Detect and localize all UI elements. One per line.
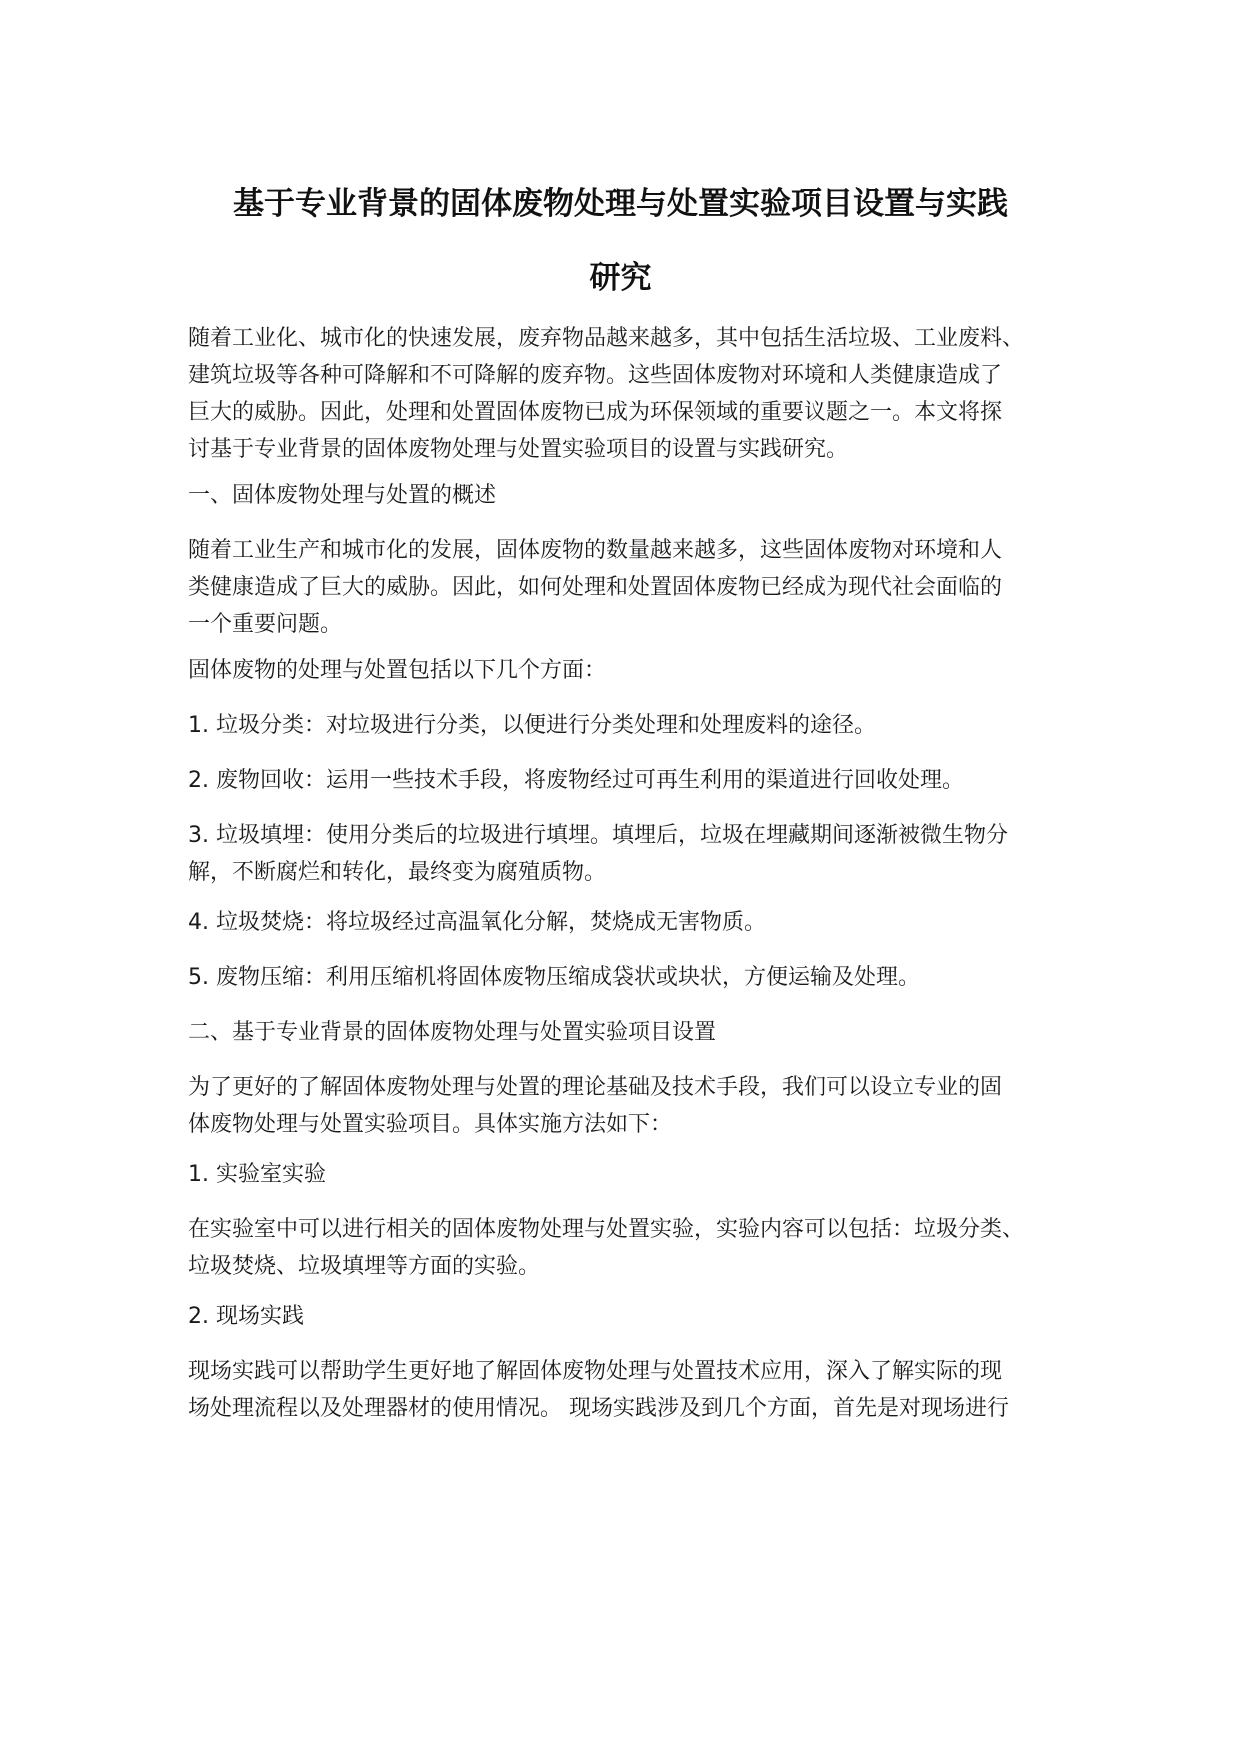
text-line: 1. 垃圾分类：对垃圾进行分类，以便进行分类处理和处理废料的途径。 bbox=[188, 713, 876, 738]
list-item bbox=[188, 817, 1068, 891]
text-line: 3. 垃圾填埋：使用分类后的垃圾进行填埋。填埋后，垃圾在埋藏期间逐渐被微生物分 bbox=[188, 823, 1008, 848]
text-line: 2. 现场实践 bbox=[188, 1304, 304, 1329]
field-practice-paragraph bbox=[188, 1353, 1068, 1427]
text-line: 现场实践可以帮助学生更好地了解固体废物处理与处置技术应用，深入了解实际的现 bbox=[188, 1359, 1003, 1384]
section-1-paragraph bbox=[188, 532, 1068, 643]
text-line: 在实验室中可以进行相关的固体废物处理与处置实验，实验内容可以包括：垃圾分类、 bbox=[188, 1217, 1025, 1242]
text-line: 垃圾焚烧、垃圾填埋等方面的实验。 bbox=[188, 1254, 541, 1279]
text-line: 随着工业生产和城市化的发展，固体废物的数量越来越多，这些固体废物对环境和人 bbox=[188, 538, 1003, 563]
text-line: 5. 废物压缩：利用压缩机将固体废物压缩成袋状或块状，方便运输及处理。 bbox=[188, 965, 920, 990]
subheading-lab-experiment bbox=[188, 1156, 1068, 1193]
text-line: 2. 废物回收：运用一些技术手段，将废物经过可再生利用的渠道进行回收处理。 bbox=[188, 768, 964, 793]
list-item bbox=[188, 762, 1068, 799]
section-heading-1 bbox=[188, 477, 1068, 514]
text-line: 一个重要问题。 bbox=[188, 612, 343, 637]
text-line: 一、固体废物处理与处置的概述 bbox=[188, 483, 497, 508]
text-line: 随着工业化、城市化的快速发展，废弃物品越来越多，其中包括生活垃圾、工业废料、 bbox=[188, 326, 1025, 351]
list-item bbox=[188, 959, 1068, 996]
text-line: 固体废物的处理与处置包括以下几个方面： bbox=[188, 658, 607, 683]
text-line: 二、基于专业背景的固体废物处理与处置实验项目设置 bbox=[188, 1020, 717, 1045]
text-line: 为了更好的了解固体废物处理与处置的理论基础及技术手段，我们可以设立专业的固 bbox=[188, 1075, 1003, 1100]
text-line: 场处理流程以及处理器材的使用情况。 现场实践涉及到几个方面，首先是对现场进行 bbox=[188, 1396, 1009, 1421]
subheading-field-practice bbox=[188, 1298, 1068, 1335]
section-heading-2 bbox=[188, 1014, 1068, 1051]
document-title-line-1: 基于专业背景的固体废物处理与处置实验项目设置与实践 bbox=[233, 186, 1008, 222]
text-line: 讨基于专业背景的固体废物处理与处置实验项目的设置与实践研究。 bbox=[188, 437, 849, 462]
intro-paragraph bbox=[188, 320, 1068, 468]
text-line: 1. 实验室实验 bbox=[188, 1162, 326, 1187]
text-line: 巨大的威胁。因此，处理和处置固体废物已成为环保领域的重要议题之一。本文将探 bbox=[188, 400, 1003, 425]
list-item bbox=[188, 904, 1068, 941]
document-title-line-2: 研究 bbox=[589, 260, 652, 296]
text-line: 解，不断腐烂和转化，最终变为腐殖质物。 bbox=[188, 860, 607, 885]
text-line: 类健康造成了巨大的威胁。因此，如何处理和处置固体废物已经成为现代社会面临的 bbox=[188, 575, 1003, 600]
text-line: 建筑垃圾等各种可降解和不可降解的废弃物。这些固体废物对环境和人类健康造成了 bbox=[188, 363, 1003, 388]
aspects-intro bbox=[188, 652, 1068, 689]
section-2-paragraph bbox=[188, 1069, 1068, 1143]
text-line: 4. 垃圾焚烧：将垃圾经过高温氧化分解，焚烧成无害物质。 bbox=[188, 910, 766, 935]
lab-experiment-paragraph bbox=[188, 1211, 1068, 1285]
list-item bbox=[188, 707, 1068, 744]
text-line: 体废物处理与处置实验项目。具体实施方法如下： bbox=[188, 1112, 673, 1137]
